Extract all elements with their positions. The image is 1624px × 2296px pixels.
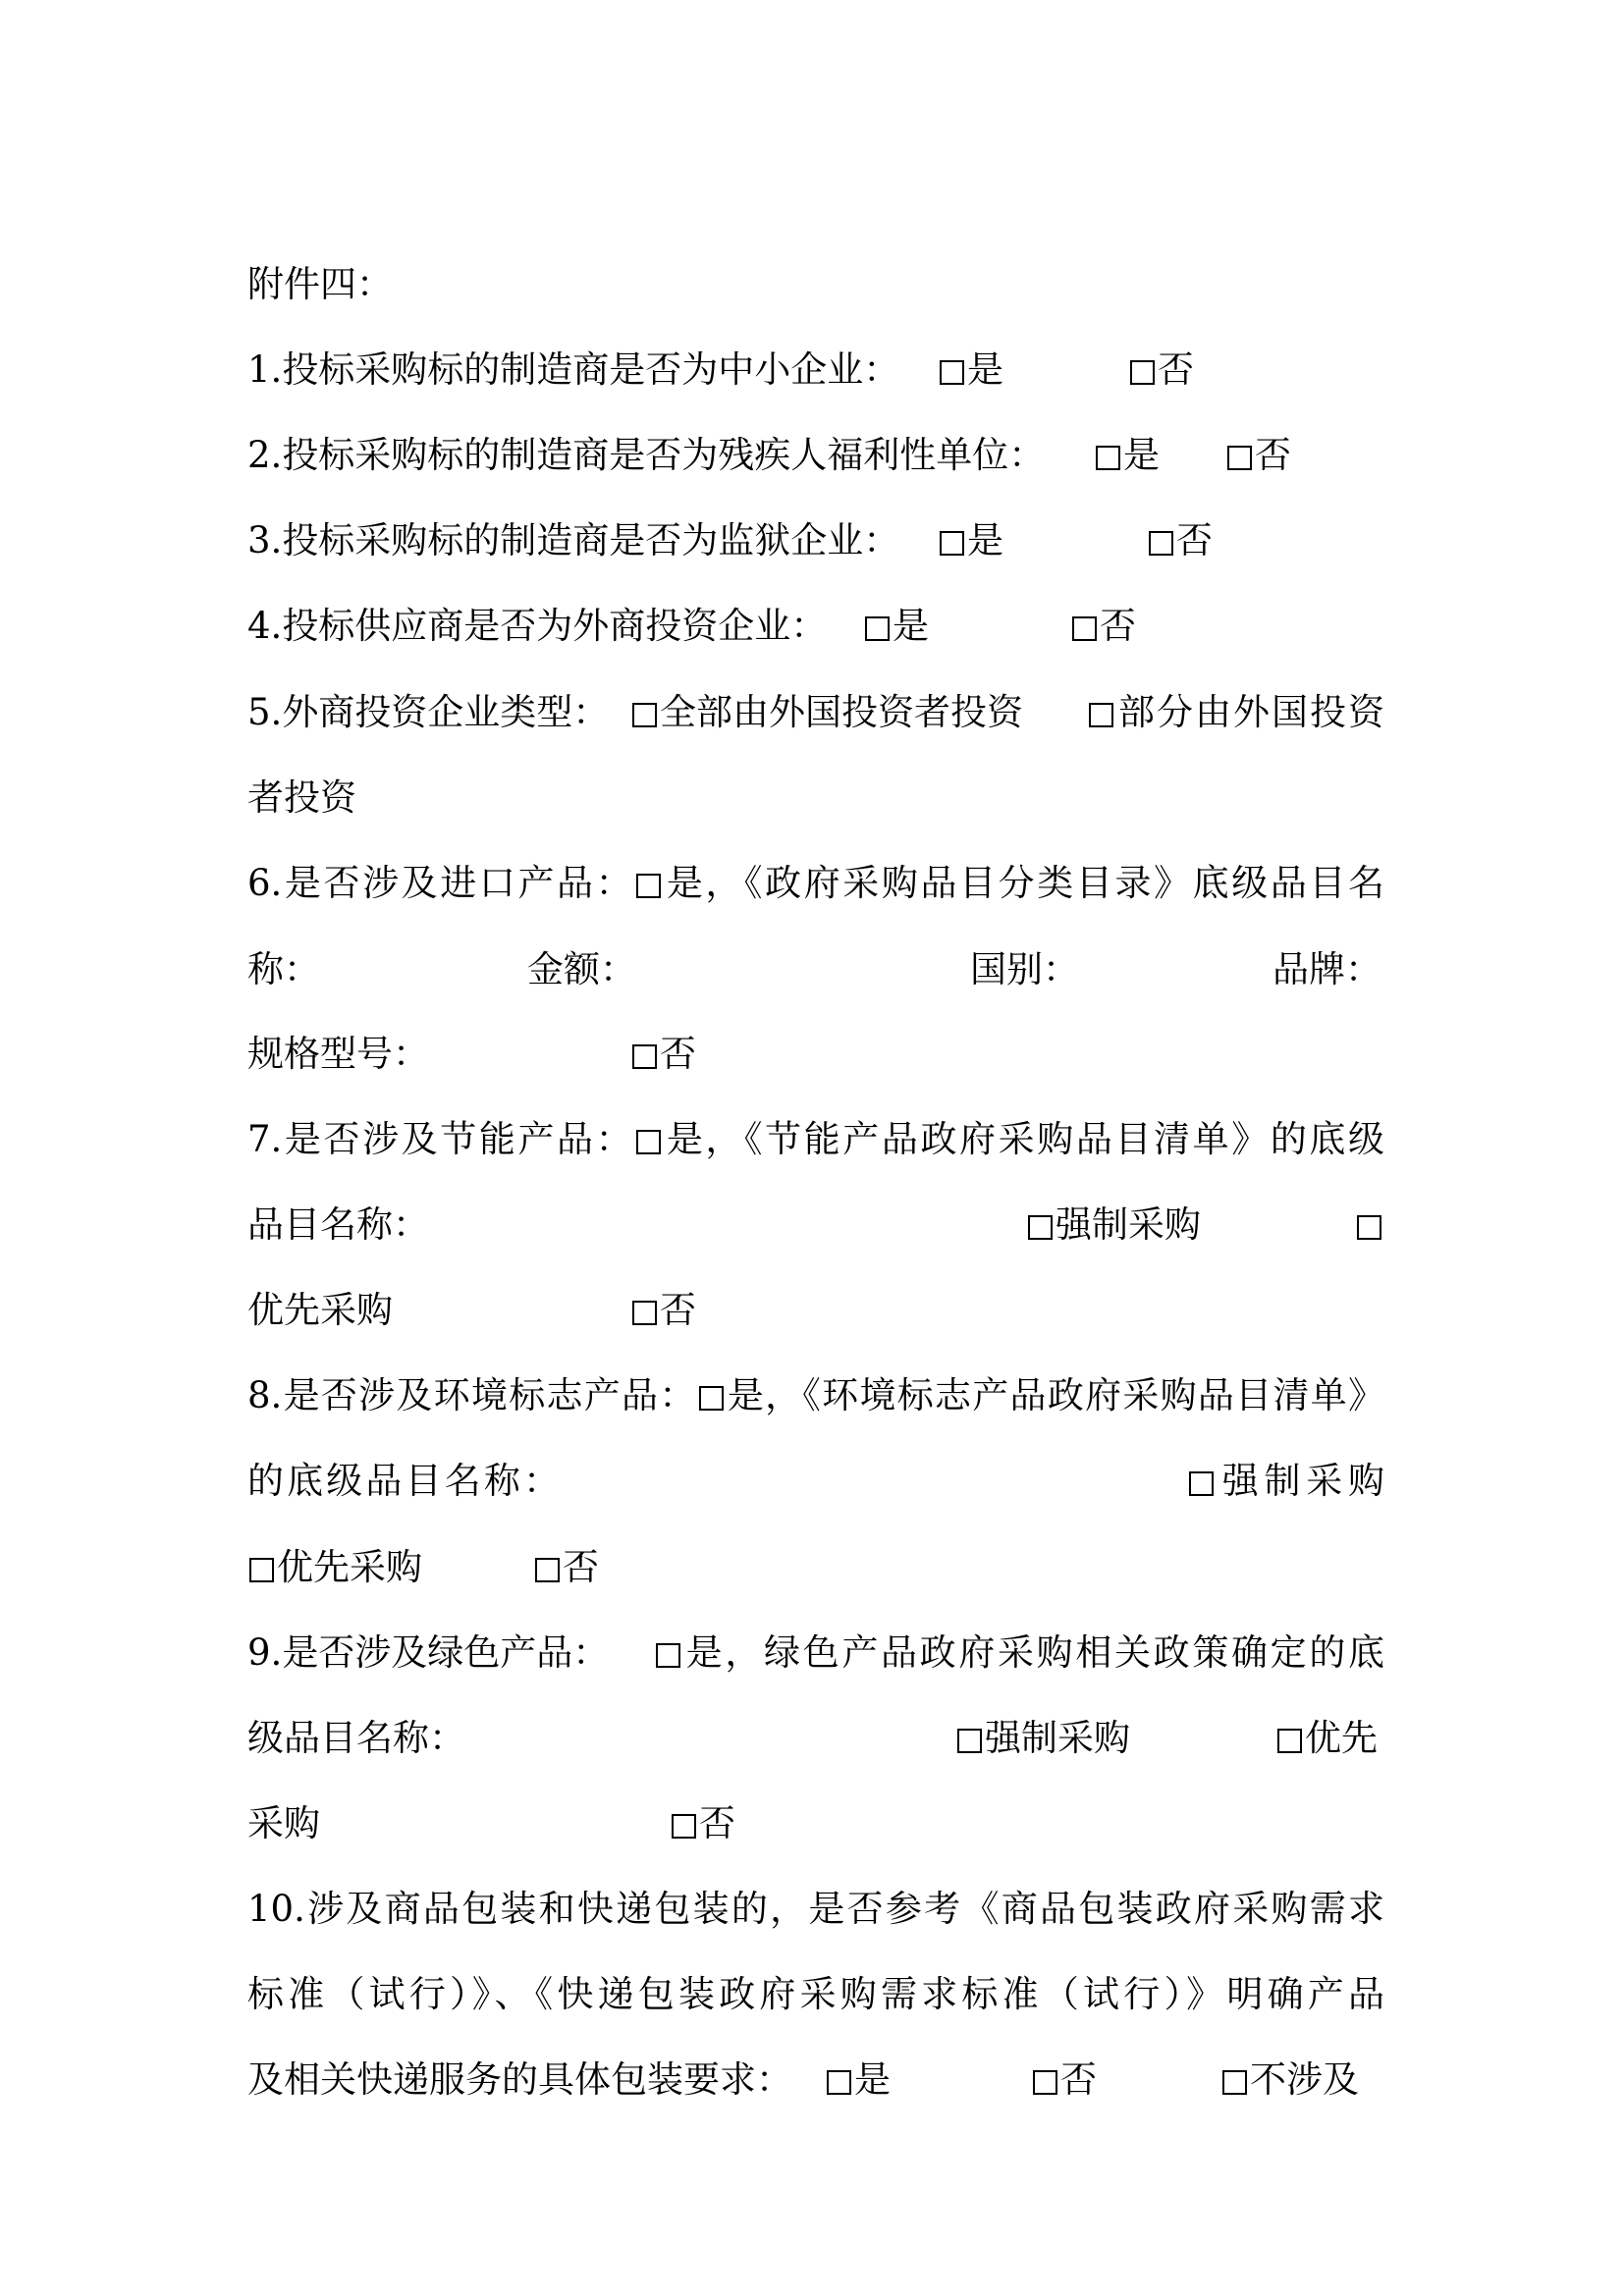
option-partial-foreign — [1087, 683, 1384, 742]
question-text — [247, 1110, 1384, 1169]
option-full-foreign — [630, 683, 1023, 742]
checkbox-icon — [1072, 616, 1097, 641]
option-label: 否 — [1060, 2058, 1097, 2101]
option-label: 不涉及 — [1250, 2058, 1359, 2101]
question-5 — [0, 683, 1624, 742]
option-yes — [863, 597, 929, 656]
option-yes — [654, 1624, 1384, 1682]
checkbox-icon — [1357, 1215, 1381, 1240]
option-yes — [1094, 426, 1160, 485]
amount-field-label: 金额： — [527, 948, 636, 990]
question-4 — [0, 597, 1624, 656]
checkbox-icon — [656, 1643, 680, 1668]
option-no — [1147, 511, 1213, 570]
checkbox-icon — [1277, 1729, 1302, 1753]
question-label: 是否涉及进口产品： — [282, 862, 635, 904]
checkbox-icon — [1189, 1471, 1214, 1496]
option-label: 否 — [1255, 434, 1291, 476]
question-10-line-3 — [0, 2051, 1624, 2109]
question-10-line-2 — [0, 1965, 1624, 2024]
question-label-continued: 及相关快递服务的具体包装要求： — [247, 2058, 792, 2101]
question-label: 投标供应商是否为外商投资企业： — [282, 605, 828, 647]
checkbox-icon — [865, 616, 890, 641]
option-no — [1128, 341, 1194, 400]
checkbox-icon — [1028, 1215, 1053, 1240]
checkbox-icon — [957, 1729, 982, 1753]
question-1 — [0, 341, 1624, 400]
option-label: 是 — [1123, 434, 1160, 476]
question-7-options — [0, 1196, 1624, 1255]
option-priority-label: 优先采购 — [247, 1289, 393, 1331]
option-label: 部分由外国投资 — [1116, 691, 1384, 733]
option-priority — [247, 1538, 422, 1597]
option-label: 是 — [854, 2058, 891, 2101]
item-number: 4. — [247, 605, 283, 647]
option-priority-checkbox — [1355, 1196, 1384, 1255]
checkbox-icon — [1130, 360, 1155, 385]
attachment-heading: 附件四： — [247, 263, 393, 305]
question-text — [247, 1624, 609, 1682]
question-3 — [0, 511, 1624, 570]
item-number: 3. — [247, 519, 283, 561]
item-number: 1. — [247, 348, 283, 391]
option-label: 否 — [660, 1033, 696, 1075]
question-5-continued — [0, 769, 1624, 828]
checkbox-icon — [827, 2070, 851, 2095]
option-yes-label-continued: 品目名称： — [247, 1203, 429, 1246]
checkbox-icon — [632, 703, 657, 727]
option-label: 全部由外国投资者投资 — [660, 691, 1023, 733]
option-label: 否 — [1158, 348, 1194, 391]
checkbox-icon — [940, 531, 964, 556]
option-priority — [1275, 1709, 1378, 1768]
option-no — [670, 1794, 735, 1853]
option-label: 强制采购 — [1217, 1460, 1384, 1502]
option-label: 强制采购 — [985, 1717, 1130, 1759]
country-field-label: 国别： — [970, 948, 1079, 990]
option-mandatory — [1026, 1196, 1201, 1255]
checkbox-icon — [535, 1558, 560, 1582]
checkbox-icon — [1089, 703, 1113, 727]
question-8-options — [0, 1452, 1624, 1511]
question-text — [247, 683, 609, 742]
question-text — [247, 1366, 1384, 1425]
checkbox-icon — [1222, 2070, 1247, 2095]
question-7 — [0, 1110, 1624, 1169]
checkbox-icon — [632, 1044, 657, 1069]
checkbox-icon — [1096, 446, 1120, 470]
option-not-applicable — [1220, 2051, 1359, 2109]
option-yes — [938, 511, 1003, 570]
question-text — [247, 597, 827, 656]
item-number: 9. — [247, 1631, 283, 1674]
question-2 — [0, 426, 1624, 485]
checkbox-icon — [249, 1558, 274, 1582]
model-field-label: 规格型号： — [247, 1033, 429, 1075]
question-text — [247, 341, 899, 400]
option-label: 是 — [893, 605, 929, 647]
option-label: 是 — [967, 348, 1003, 391]
question-label: 是否涉及环境标志产品： — [282, 1374, 697, 1416]
question-9-options — [0, 1709, 1624, 1768]
question-label: 是否涉及绿色产品： — [282, 1631, 610, 1674]
option-yes — [938, 341, 1003, 400]
option-label: 优先采购 — [277, 1546, 422, 1588]
option-no — [533, 1538, 599, 1597]
item-number: 7. — [247, 1118, 283, 1160]
checkbox-icon — [636, 874, 661, 898]
question-label: 涉及商品包装和快递包装的，是否参考《商品包装政府采购需求 — [304, 1888, 1384, 1930]
option-mandatory — [1187, 1452, 1384, 1511]
item-number: 10. — [247, 1888, 305, 1930]
question-label: 投标采购标的制造商是否为监狱企业： — [282, 519, 900, 561]
question-text — [247, 1880, 1384, 1939]
option-yes — [825, 2051, 891, 2109]
question-9 — [0, 1624, 1624, 1682]
option-mandatory — [955, 1709, 1130, 1768]
option-yes-label: 是，《节能产品政府采购品目清单》的底级 — [664, 1118, 1385, 1160]
option-priority-label-continued: 采购 — [247, 1802, 320, 1844]
question-8 — [0, 1366, 1624, 1425]
brand-field-label: 品牌： — [1272, 948, 1381, 990]
question-10 — [0, 1880, 1624, 1939]
option-no — [1031, 2051, 1097, 2109]
item-number: 5. — [247, 691, 283, 733]
option-label: 否 — [563, 1546, 599, 1588]
option-yes-label: 是，《环境标志产品政府采购品目清单》 — [726, 1374, 1385, 1416]
option-label: 否 — [1176, 519, 1213, 561]
option-no — [630, 1025, 696, 1084]
option-yes-label-continued: 的底级品目名称： — [247, 1460, 560, 1502]
option-label: 优先 — [1305, 1717, 1378, 1759]
checkbox-icon — [632, 1301, 657, 1325]
question-label-continued: 标准（试行）》、《快递包装政府采购需求标准（试行）》明确产品 — [247, 1973, 1384, 2015]
checkbox-icon — [1227, 446, 1252, 470]
heading-line — [0, 255, 1624, 314]
item-number: 8. — [247, 1374, 283, 1416]
question-label: 外商投资企业类型： — [282, 691, 610, 733]
question-label: 投标采购标的制造商是否为中小企业： — [282, 348, 900, 391]
question-9-continued — [0, 1794, 1624, 1853]
question-6-model — [0, 1025, 1624, 1084]
item-number: 6. — [247, 862, 283, 904]
option-label: 否 — [699, 1802, 735, 1844]
question-text — [247, 426, 1045, 485]
option-yes-label-continued: 级品目名称： — [247, 1717, 465, 1759]
checkbox-icon — [1149, 531, 1173, 556]
checkbox-icon — [940, 360, 964, 385]
question-text — [247, 511, 899, 570]
item-number: 2. — [247, 434, 283, 476]
option-yes-label-continued: 称： — [247, 948, 320, 990]
checkbox-icon — [699, 1386, 724, 1411]
question-label: 投标采购标的制造商是否为残疾人福利性单位： — [282, 434, 1046, 476]
option-no — [1070, 597, 1136, 656]
option-label: 是 — [967, 519, 1003, 561]
question-8-continued — [0, 1538, 1624, 1597]
question-6 — [0, 854, 1624, 913]
checkbox-icon — [672, 1814, 696, 1839]
question-7-continued — [0, 1281, 1624, 1340]
option-label: 否 — [1100, 605, 1136, 647]
checkbox-icon — [636, 1130, 661, 1154]
question-text — [247, 854, 1384, 913]
option-yes-label: 是，绿色产品政府采购相关政策确定的底 — [683, 1631, 1384, 1674]
option-label: 强制采购 — [1056, 1203, 1201, 1246]
option-no — [630, 1281, 696, 1340]
option-label-continued: 者投资 — [247, 776, 356, 819]
question-6-fields — [0, 940, 1624, 999]
checkbox-icon — [1033, 2070, 1057, 2095]
option-yes-label: 是，《政府采购品目分类目录》底级品目名 — [664, 862, 1385, 904]
option-label: 否 — [660, 1289, 696, 1331]
option-no — [1225, 426, 1291, 485]
question-label: 是否涉及节能产品： — [282, 1118, 635, 1160]
